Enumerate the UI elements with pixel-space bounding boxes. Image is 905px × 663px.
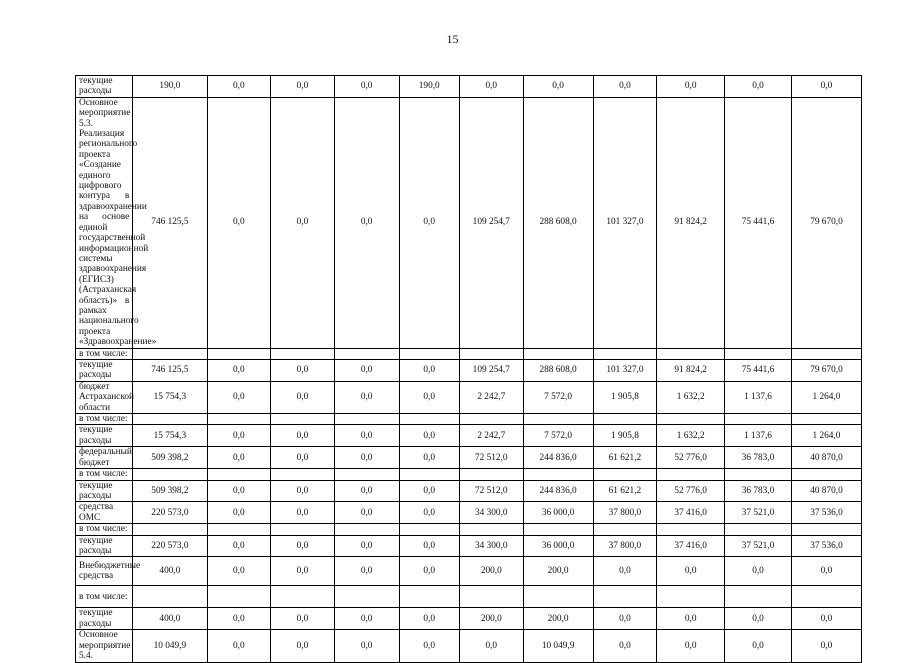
value-cell: 288 608,0 xyxy=(523,97,593,348)
value-cell: 0,0 xyxy=(334,502,399,524)
value-cell xyxy=(791,586,861,608)
value-cell: 37 521,0 xyxy=(725,535,792,557)
value-cell xyxy=(725,586,792,608)
value-cell: 0,0 xyxy=(725,608,792,630)
value-cell xyxy=(657,524,725,535)
value-cell: 0,0 xyxy=(399,447,459,469)
table-row xyxy=(76,469,862,480)
value-cell: 0,0 xyxy=(523,76,593,98)
value-cell: 1 264,0 xyxy=(791,425,861,447)
value-cell: 37 416,0 xyxy=(657,535,725,557)
value-cell: 0,0 xyxy=(207,76,271,98)
value-cell: 0,0 xyxy=(399,359,459,381)
value-cell xyxy=(459,414,523,425)
value-cell: 0,0 xyxy=(459,630,523,662)
value-cell: 75 441,6 xyxy=(725,97,792,348)
value-cell xyxy=(657,348,725,359)
value-cell: 61 621,2 xyxy=(593,447,657,469)
value-cell: 37 416,0 xyxy=(657,502,725,524)
value-cell xyxy=(207,524,271,535)
value-cell xyxy=(334,586,399,608)
value-cell: 0,0 xyxy=(593,630,657,662)
value-cell xyxy=(657,586,725,608)
value-cell: 509 398,2 xyxy=(133,480,207,502)
value-cell: 1 905,8 xyxy=(593,425,657,447)
value-cell: 0,0 xyxy=(207,608,271,630)
table-row xyxy=(76,97,862,348)
value-cell: 109 254,7 xyxy=(459,97,523,348)
row-label: текущие расходы xyxy=(76,608,133,630)
value-cell xyxy=(725,469,792,480)
table-row xyxy=(76,502,862,524)
value-cell: 0,0 xyxy=(791,76,861,98)
value-cell: 0,0 xyxy=(657,76,725,98)
value-cell: 36 000,0 xyxy=(523,502,593,524)
value-cell xyxy=(459,524,523,535)
value-cell: 36 783,0 xyxy=(725,480,792,502)
value-cell xyxy=(133,414,207,425)
page-number: 15 xyxy=(446,32,459,46)
value-cell: 0,0 xyxy=(334,535,399,557)
value-cell: 0,0 xyxy=(271,535,335,557)
value-cell: 0,0 xyxy=(207,359,271,381)
value-cell: 244 836,0 xyxy=(523,447,593,469)
value-cell: 0,0 xyxy=(399,630,459,662)
row-label: в том числе: xyxy=(76,586,133,608)
value-cell: 0,0 xyxy=(399,535,459,557)
value-cell: 61 621,2 xyxy=(593,480,657,502)
value-cell: 0,0 xyxy=(271,557,335,586)
value-cell: 0,0 xyxy=(207,447,271,469)
value-cell xyxy=(523,524,593,535)
table-row xyxy=(76,359,862,381)
value-cell: 509 398,2 xyxy=(133,447,207,469)
value-cell xyxy=(725,524,792,535)
table-row xyxy=(76,586,862,608)
value-cell: 15 754,3 xyxy=(133,425,207,447)
value-cell xyxy=(459,348,523,359)
value-cell: 0,0 xyxy=(207,535,271,557)
row-label: текущие расходы xyxy=(76,359,133,381)
value-cell: 220 573,0 xyxy=(133,502,207,524)
value-cell: 0,0 xyxy=(207,425,271,447)
value-cell: 52 776,0 xyxy=(657,447,725,469)
value-cell xyxy=(593,469,657,480)
value-cell xyxy=(271,348,335,359)
value-cell: 37 536,0 xyxy=(791,535,861,557)
value-cell: 0,0 xyxy=(791,557,861,586)
value-cell xyxy=(791,524,861,535)
value-cell: 0,0 xyxy=(657,608,725,630)
value-cell xyxy=(399,469,459,480)
value-cell: 0,0 xyxy=(657,557,725,586)
value-cell: 10 049,9 xyxy=(523,630,593,662)
value-cell xyxy=(133,348,207,359)
value-cell: 0,0 xyxy=(207,381,271,413)
value-cell: 0,0 xyxy=(725,630,792,662)
value-cell xyxy=(459,586,523,608)
value-cell: 10 049,9 xyxy=(133,630,207,662)
value-cell: 0,0 xyxy=(399,480,459,502)
value-cell: 0,0 xyxy=(207,502,271,524)
value-cell: 0,0 xyxy=(791,630,861,662)
value-cell xyxy=(207,469,271,480)
value-cell xyxy=(459,469,523,480)
budget-table xyxy=(75,75,862,663)
value-cell xyxy=(133,586,207,608)
value-cell: 79 670,0 xyxy=(791,97,861,348)
table-row xyxy=(76,76,862,98)
value-cell: 0,0 xyxy=(207,630,271,662)
row-label: федеральный бюджет xyxy=(76,447,133,469)
row-label: в том числе: xyxy=(76,414,133,425)
value-cell: 0,0 xyxy=(334,359,399,381)
value-cell xyxy=(133,524,207,535)
value-cell: 0,0 xyxy=(271,480,335,502)
value-cell: 0,0 xyxy=(334,630,399,662)
table-row xyxy=(76,630,862,662)
value-cell xyxy=(725,414,792,425)
value-cell: 200,0 xyxy=(523,557,593,586)
value-cell xyxy=(593,414,657,425)
value-cell: 0,0 xyxy=(399,425,459,447)
value-cell xyxy=(725,348,792,359)
value-cell: 0,0 xyxy=(334,480,399,502)
value-cell: 0,0 xyxy=(271,359,335,381)
value-cell xyxy=(334,469,399,480)
value-cell xyxy=(334,414,399,425)
table-row xyxy=(76,480,862,502)
value-cell: 0,0 xyxy=(593,76,657,98)
value-cell: 190,0 xyxy=(399,76,459,98)
value-cell: 0,0 xyxy=(271,97,335,348)
value-cell: 0,0 xyxy=(399,381,459,413)
value-cell xyxy=(399,586,459,608)
value-cell xyxy=(593,586,657,608)
value-cell xyxy=(334,524,399,535)
table-row xyxy=(76,535,862,557)
value-cell: 0,0 xyxy=(657,630,725,662)
value-cell: 36 783,0 xyxy=(725,447,792,469)
value-cell: 1 137,6 xyxy=(725,425,792,447)
value-cell: 1 632,2 xyxy=(657,425,725,447)
row-label: средства ОМС xyxy=(76,502,133,524)
value-cell: 0,0 xyxy=(399,608,459,630)
table-row xyxy=(76,524,862,535)
value-cell: 0,0 xyxy=(791,608,861,630)
value-cell: 244 836,0 xyxy=(523,480,593,502)
value-cell: 0,0 xyxy=(725,557,792,586)
value-cell xyxy=(791,469,861,480)
value-cell: 0,0 xyxy=(271,76,335,98)
value-cell xyxy=(334,348,399,359)
value-cell: 72 512,0 xyxy=(459,447,523,469)
value-cell: 746 125,5 xyxy=(133,359,207,381)
value-cell xyxy=(271,469,335,480)
row-label: в том числе: xyxy=(76,348,133,359)
value-cell xyxy=(657,414,725,425)
value-cell: 34 300,0 xyxy=(459,502,523,524)
value-cell: 40 870,0 xyxy=(791,447,861,469)
row-label: текущие расходы xyxy=(76,535,133,557)
value-cell: 7 572,0 xyxy=(523,425,593,447)
value-cell xyxy=(271,524,335,535)
value-cell: 91 824,2 xyxy=(657,359,725,381)
value-cell: 1 632,2 xyxy=(657,381,725,413)
value-cell: 1 137,6 xyxy=(725,381,792,413)
value-cell: 0,0 xyxy=(271,381,335,413)
value-cell xyxy=(523,586,593,608)
row-label: в том числе: xyxy=(76,524,133,535)
value-cell: 0,0 xyxy=(271,447,335,469)
value-cell: 200,0 xyxy=(523,608,593,630)
table-row xyxy=(76,414,862,425)
value-cell: 1 264,0 xyxy=(791,381,861,413)
value-cell: 0,0 xyxy=(271,630,335,662)
value-cell: 0,0 xyxy=(207,557,271,586)
value-cell: 0,0 xyxy=(399,502,459,524)
value-cell: 34 300,0 xyxy=(459,535,523,557)
value-cell xyxy=(791,414,861,425)
value-cell: 36 000,0 xyxy=(523,535,593,557)
value-cell: 0,0 xyxy=(334,608,399,630)
value-cell: 0,0 xyxy=(399,97,459,348)
value-cell: 37 521,0 xyxy=(725,502,792,524)
value-cell: 746 125,5 xyxy=(133,97,207,348)
value-cell: 400,0 xyxy=(133,608,207,630)
value-cell: 52 776,0 xyxy=(657,480,725,502)
value-cell xyxy=(207,348,271,359)
value-cell xyxy=(207,414,271,425)
table-row xyxy=(76,608,862,630)
value-cell: 101 327,0 xyxy=(593,359,657,381)
row-label: текущие расходы xyxy=(76,425,133,447)
value-cell: 37 800,0 xyxy=(593,502,657,524)
value-cell: 400,0 xyxy=(133,557,207,586)
value-cell: 2 242,7 xyxy=(459,425,523,447)
value-cell: 7 572,0 xyxy=(523,381,593,413)
table-row xyxy=(76,557,862,586)
row-label: Основное мероприятие 5.4. xyxy=(76,630,133,662)
table-row xyxy=(76,348,862,359)
value-cell xyxy=(657,469,725,480)
value-cell xyxy=(133,469,207,480)
value-cell xyxy=(399,414,459,425)
value-cell: 0,0 xyxy=(725,76,792,98)
value-cell: 190,0 xyxy=(133,76,207,98)
value-cell: 37 800,0 xyxy=(593,535,657,557)
value-cell: 200,0 xyxy=(459,557,523,586)
value-cell xyxy=(399,524,459,535)
value-cell: 91 824,2 xyxy=(657,97,725,348)
value-cell: 79 670,0 xyxy=(791,359,861,381)
value-cell xyxy=(523,414,593,425)
value-cell xyxy=(271,586,335,608)
value-cell xyxy=(791,348,861,359)
value-cell: 0,0 xyxy=(593,557,657,586)
value-cell: 1 905,8 xyxy=(593,381,657,413)
value-cell: 40 870,0 xyxy=(791,480,861,502)
value-cell: 0,0 xyxy=(334,557,399,586)
value-cell: 288 608,0 xyxy=(523,359,593,381)
value-cell: 0,0 xyxy=(459,76,523,98)
value-cell: 0,0 xyxy=(207,97,271,348)
table-row xyxy=(76,447,862,469)
value-cell xyxy=(399,348,459,359)
value-cell: 75 441,6 xyxy=(725,359,792,381)
value-cell: 0,0 xyxy=(271,608,335,630)
value-cell xyxy=(207,586,271,608)
value-cell xyxy=(523,469,593,480)
table-row xyxy=(76,425,862,447)
value-cell: 0,0 xyxy=(334,425,399,447)
value-cell: 220 573,0 xyxy=(133,535,207,557)
value-cell: 0,0 xyxy=(334,76,399,98)
value-cell: 72 512,0 xyxy=(459,480,523,502)
value-cell: 0,0 xyxy=(271,502,335,524)
value-cell: 0,0 xyxy=(207,480,271,502)
row-label: текущие расходы xyxy=(76,76,133,98)
row-label: в том числе: xyxy=(76,469,133,480)
table-row xyxy=(76,381,862,413)
value-cell: 0,0 xyxy=(399,557,459,586)
value-cell: 15 754,3 xyxy=(133,381,207,413)
value-cell xyxy=(271,414,335,425)
value-cell: 101 327,0 xyxy=(593,97,657,348)
value-cell: 0,0 xyxy=(334,447,399,469)
value-cell: 0,0 xyxy=(334,381,399,413)
value-cell: 109 254,7 xyxy=(459,359,523,381)
value-cell: 0,0 xyxy=(271,425,335,447)
value-cell xyxy=(593,524,657,535)
value-cell: 0,0 xyxy=(334,97,399,348)
value-cell: 2 242,7 xyxy=(459,381,523,413)
value-cell xyxy=(593,348,657,359)
row-label: текущие расходы xyxy=(76,480,133,502)
row-label: Внебюджетные средства xyxy=(76,557,133,586)
row-label: Основное мероприятие 5.3. Реализация регионального проекта «Создание единого цифрового контура в здравоохранении на основе единой государственной информационной системы здравоохранения (ЕГИСЗ) (Астраханская область)» в рамках национального проекта «Здравоохранение» xyxy=(76,97,133,348)
value-cell: 200,0 xyxy=(459,608,523,630)
value-cell xyxy=(523,348,593,359)
row-label: бюджет Астраханской области xyxy=(76,381,133,413)
value-cell: 37 536,0 xyxy=(791,502,861,524)
value-cell: 0,0 xyxy=(593,608,657,630)
